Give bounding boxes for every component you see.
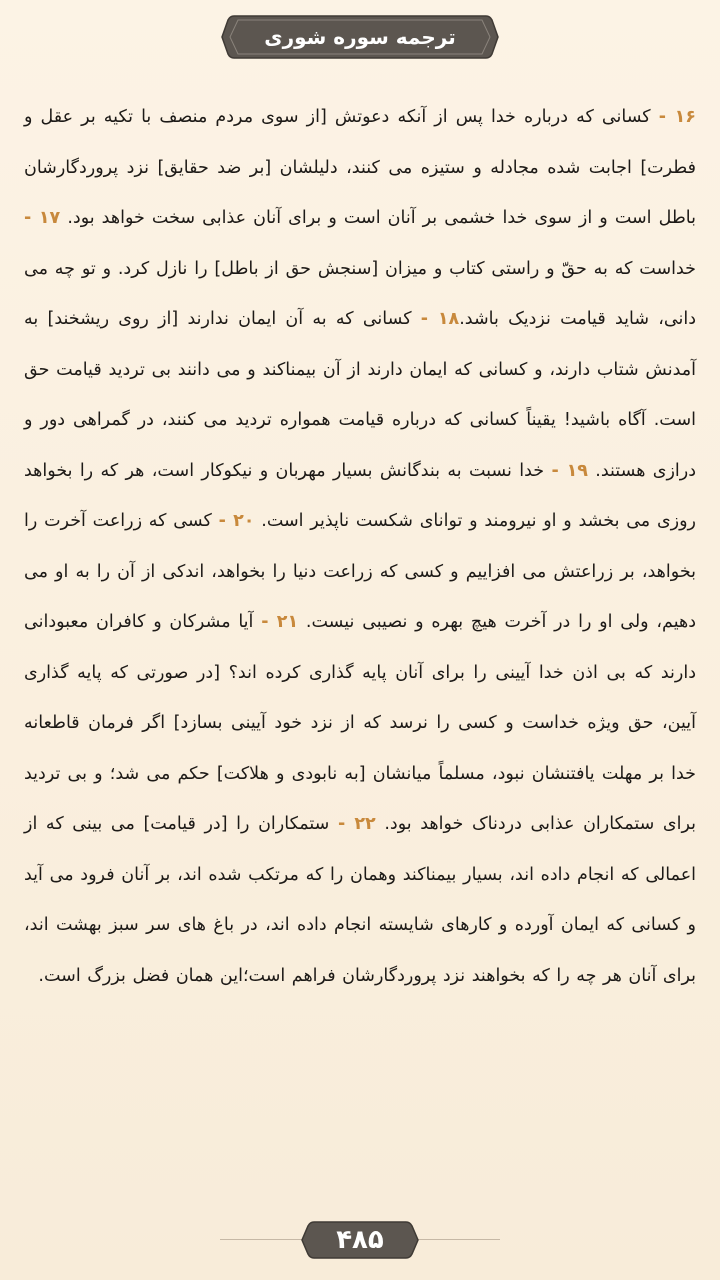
verse-number: ۱۹ -: [551, 460, 588, 481]
translation-text: [24, 92, 696, 1001]
verse-text: کسانی که درباره خدا پس از آنکه دعوتش [از سوی مردم منصف با تکیه بر عقل و فطرت] اجابت شده مجادله و ستیزه می کنند، دلیلشان [بر ضد حقایق] نزد پروردگارشان باطل است و از سوی خدا خشمی بر آنان است و برای آنان عذابی سخت خواهد بود.: [24, 107, 696, 228]
verse-number: ۲۲ -: [337, 814, 376, 834]
verse-text: آیا مشرکان و کافران معبودانی دارند که بی اذن خدا آیینی را برای آنان پایه گذاری کرده اند؟ [در صورتی که پایه گذاری آیین، حق ویژه خداست و کسی را نرسد که از نزد خود آیینی بسازد] اگر فرمان قاطعانه خدا بر مهلت یافتنشان نبود، مسلماً میانشان [به نابودی و هلاکت] حکم می شد؛ و بی تردید برای ستمکاران عذابی دردناک خواهد بود.: [24, 612, 697, 834]
verse-number: ۱۸ -: [420, 309, 460, 329]
verse-number: ۲۱ -: [261, 612, 299, 632]
verse-text: خداست که به حقّ و راستی کتاب و میزان [سنجش حق از باطل] را نازل کرد. و تو چه می دانی، شاید قیامت نزدیک باشد.: [24, 258, 696, 329]
verse-text: ستمکاران را [در قیامت] می بینی که از اعمالی که انجام داده اند، بسیار بیمناکند وهمان را که مرتکب شده اند، بر آنان فرود می آید و کسانی که ایمان آورده و کارهای شایسته انجام داده اند، در باغ های سر سبز بهشت اند، برای آنان هر چه را که بخواهند نزد پروردگارشان فراهم است؛این همان فضل بزرگ است.: [24, 814, 696, 986]
page-title: ترجمه سوره شوری: [264, 25, 456, 49]
verse-text: خدا نسبت به بندگانش بسیار مهربان و نیکوکار است، هر که را بخواهد روزی می بخشد و او نیرومند و توانای شکست ناپذیر است.: [24, 460, 696, 531]
verse-text: کسی که زراعت آخرت را بخواهد، بر زراعتش می افزاییم و کسی که زراعت دنیا را بخواهد، اندکی از آن را به او می دهیم، ولی او را در آخرت هیچ بهره و نصیبی نیست.: [24, 511, 697, 632]
verse-text: کسانی که به آن ایمان ندارند [از روی ریشخند] به آمدنش شتاب دارند، و کسانی که ایمان دارند از آن بیمناکند و می دانند بی تردید قیامت حق است. آگاه باشید! یقیناً کسانی که درباره قیامت همواره تردید می کنند، در گمراهی دور و درازی هستند.: [24, 309, 697, 481]
footer-divider-right: [418, 1239, 500, 1240]
verse-number: ۱۶ -: [658, 107, 696, 127]
page-number: ۴۸۵: [336, 1225, 384, 1255]
verse-number: ۲۰ -: [218, 511, 255, 531]
title-banner: [220, 14, 500, 60]
page-number-badge: [300, 1218, 420, 1262]
footer-divider-left: [220, 1239, 302, 1240]
page-footer: [0, 1218, 720, 1262]
verse-number: ۱۷ -: [24, 208, 61, 228]
